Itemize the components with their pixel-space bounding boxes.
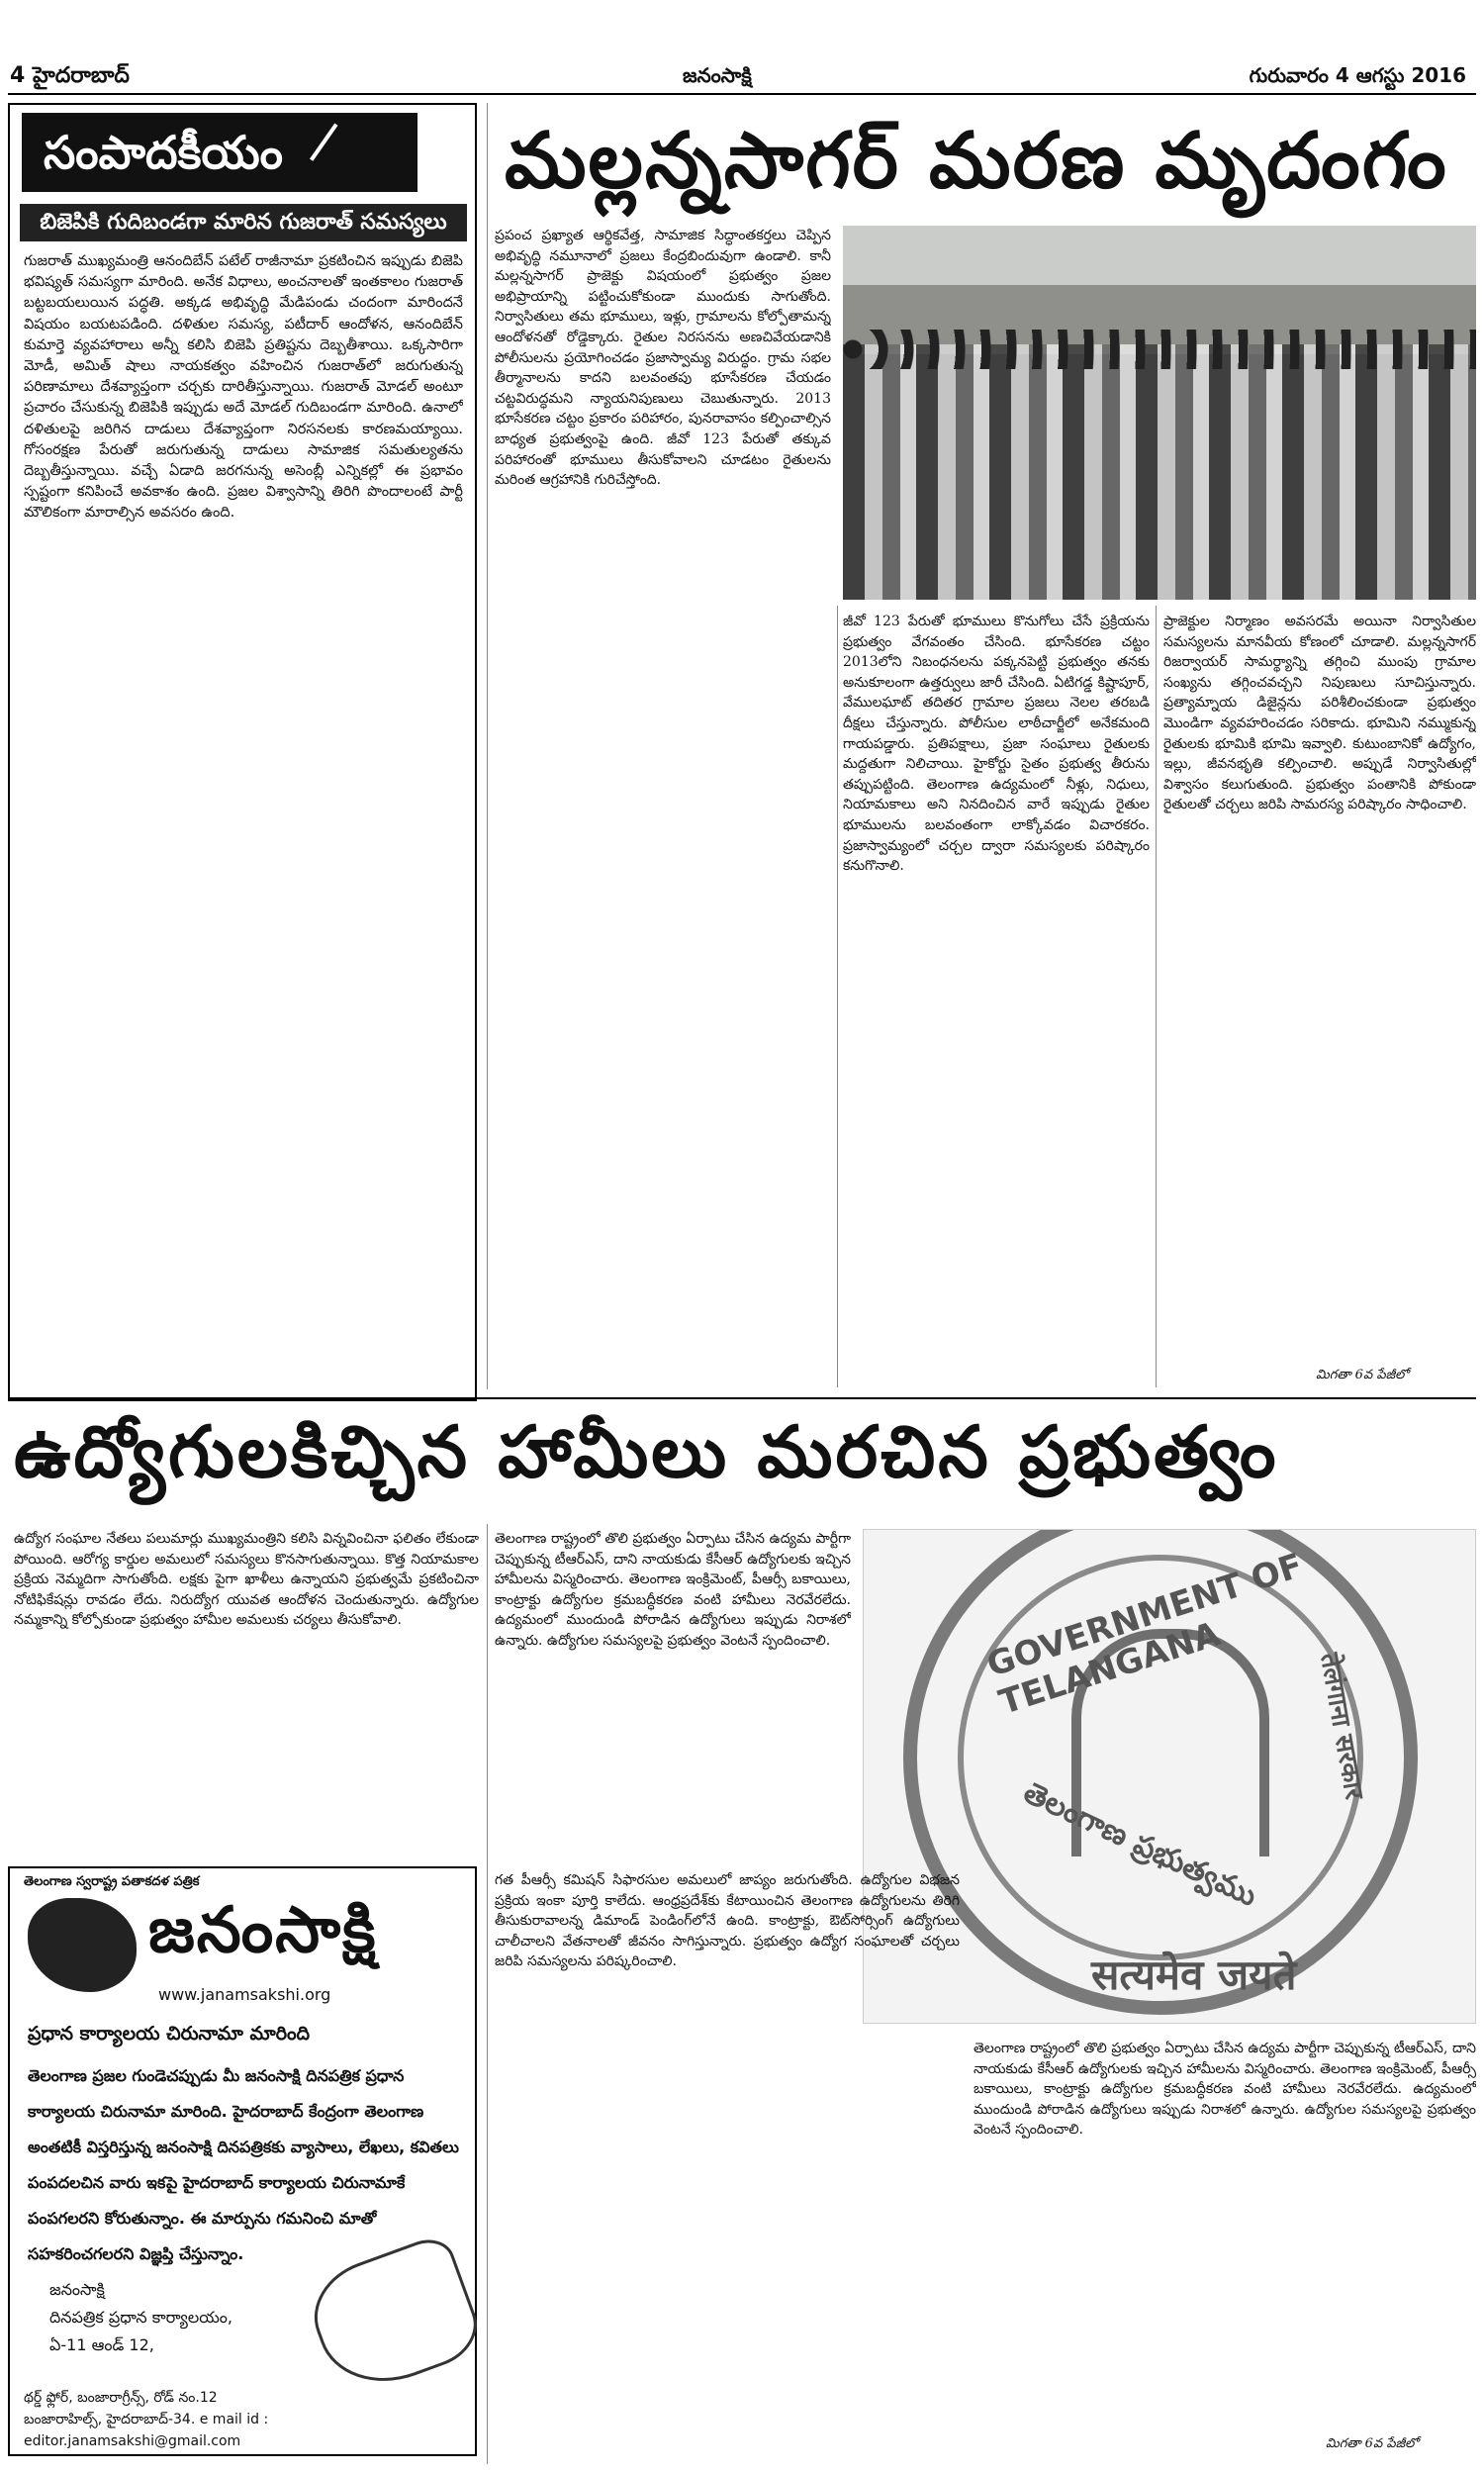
- ad-addr-line-3: బంజారాహిల్స్, హైదరాబాద్-34. e mail id : editor.janamsakshi@gmail.com: [24, 2412, 269, 2449]
- second-column-3: తెలంగాణ రాష్ట్రంలో తొలి ప్రభుత్వం ఏర్పాటు చేసిన ఉద్యమ పార్టీగా చెప్పుకున్న టీఆర్ఎస్, దాని నాయకుడు కేసీఆర్ ఉద్యోగులకు ఇచ్చిన హామీలను విస్మరించారు. తెలంగాణ ఇంక్రిమెంట్, పీఆర్సీ బకాయిలు, కాంట్రాక్టు ఉద్యోగుల క్రమబద్ధీకరణ వంటి హామీలు నెరవేరలేదు. ఉద్యమంలో ముందుండి పోరాడిన ఉద్యోగులు ఇప్పుడు నిరాశలో ఉన్నారు. ఉద్యోగుల సమస్యలపై ప్రభుత్వం వెంటనే స్పందించాలి.: [974, 2041, 1476, 2139]
- lead-column-2: జీవో 123 పేరుతో భూములు కొనుగోలు చేసే ప్రక్రియను ప్రభుత్వం వేగవంతం చేసింది. భూసేకరణ చట్టం 2013లోని నిబంధనలను పక్కనపెట్టి ప్రభుత్వం తనకు అనుకూలంగా ఉత్తర్వులు జారీ చేసింది. ఏటిగడ్డ కిష్టాపూర్, వేములఘాట్ తదితర గ్రామాల ప్రజలు నెలల తరబడి దీక్షలు చేస్తున్నారు. పోలీసుల లాఠీచార్జీలో అనేకమంది గాయపడ్డారు. ప్రతిపక్షాలు, ప్రజా సంఘాలు రైతులకు మద్దతుగా నిలిచాయి. హైకోర్టు సైతం ప్రభుత్వ తీరును తప్పుపట్టింది. తెలంగాణ ఉద్యమంలో నీళ్లు, నిధులు, నియామకాలు అని నినదించిన వారే ఇప్పుడు రైతుల భూములను బలవంతంగా లాక్కోవడం విచారకరం. ప్రజాస్వామ్యంలో చర్చల ద్వారా సమస్యలకు పరిష్కారం కనుగొనాలి.: [843, 614, 1150, 875]
- lead-column-3: ప్రాజెక్టుల నిర్మాణం అవసరమే అయినా నిర్వాసితుల సమస్యలను మానవీయ కోణంలో చూడాలి. మల్లన్నసాగర్ రిజర్వాయర్ సామర్థ్యాన్ని తగ్గించి ముంపు గ్రామాల సంఖ్యను తగ్గించవచ్చని నిపుణులు సూచిస్తున్నారు. ప్రత్యామ్నాయ డిజైన్లను పరిశీలించకుండా ప్రభుత్వం మొండిగా వ్యవహరించడం సరికాదు. భూమిని నమ్ముకున్న రైతులకు భూమికి భూమి ఇవ్వాలి. కుటుంబానికో ఉద్యోగం, ఇల్లు, జీవనభృతి కల్పించాలి. అప్పుడే నిర్వాసితుల్లో విశ్వాసం కలుగుతుంది. ప్రభుత్వం పంతానికి పోకుండా రైతులతో చర్చలు జరిపి సామరస్య పరిష్కారం సాధించాలి.: [1163, 614, 1476, 813]
- seal-ring-text: GOVERNMENT OF TELANGANA: [981, 1546, 1308, 1723]
- ad-tagline: తెలంగాణ స్వరాష్ట్ర పతాకదళ పత్రిక: [24, 1874, 200, 1889]
- editorial-box: [8, 103, 477, 1401]
- column-rule: [837, 606, 838, 1387]
- editorial-label: సంపాదకీయం: [44, 126, 284, 179]
- telangana-map-icon: [28, 1898, 137, 1992]
- ad-addr-line-1: ఏ-11 ఆండ్ 12,: [49, 2335, 154, 2354]
- editorial-section-title: [22, 113, 417, 192]
- seal-hindi-text: तेलंगाना सरकार: [1314, 1651, 1369, 1802]
- page-number: 4 హైదరాబాద్: [10, 63, 130, 88]
- pen-icon: [310, 124, 367, 182]
- ad-url[interactable]: www.janamsakshi.org: [158, 1985, 331, 2004]
- janamsakshi-notice-ad: [8, 1866, 477, 2456]
- ad-notice-body: తెలంగాణ ప్రజల గుండెచప్పుడు మీ జనంసాక్షి దినపత్రిక ప్రధాన కార్యాలయ చిరునామా మారింది. హైదరాబాద్ కేంద్రంగా తెలంగాణ అంతటికీ విస్తరిస్తున్న జనంసాక్షి దినపత్రికకు వ్యాసాలు, లేఖలు, కవితలు పంపదలచిన వారు ఇకపై హైదరాబాద్ కార్యాలయ చిరునామాకే పంపగలరని కోరుతున్నాం. ఈ మార్పును గమనించి మాతో సహకరించగలరని విజ్ఞప్తి చేస్తున్నాం.: [28, 2066, 459, 2263]
- photo-sky: [843, 226, 1476, 285]
- lead-continued: మిగతా 6వ పేజీలో: [1316, 1368, 1409, 1382]
- lead-headline: మల్లన్నసాగర్ మరణ మృదంగం: [505, 117, 1448, 206]
- second-column-0: ఉద్యోగ సంఘాల నేతలు పలుమార్లు ముఖ్యమంత్రిని కలిసి విన్నవించినా ఫలితం లేకుండా పోయింది. ఆరోగ్య కార్డుల అమలులో సమస్యలు కొనసాగుతున్నాయి. కొత్త నియామకాల ప్రక్రియ నెమ్మదిగా సాగుతోంది. లక్షకు పైగా ఖాళీలు ఉన్నాయని ప్రభుత్వమే ప్రకటించినా నోటిఫికేషన్లు రావడం లేదు. నిరుద్యోగ యువత ఆందోళన చెందుతున్నారు. ఉద్యోగుల నమ్మకాన్ని కోల్పోకుండా ప్రభుత్వం హామీల అమలుకు చర్యలు తీసుకోవాలి.: [14, 1531, 479, 1629]
- section-divider: [8, 1397, 1476, 1399]
- lead-column-1: ప్రపంచ ప్రఖ్యాత ఆర్థికవేత్త, సామాజిక సిద్ధాంతకర్తలు చెప్పిన అభివృద్ధి నమూనాలో ప్రజలు కేంద్రబిందువుగా ఉండాలి. కానీ మల్లన్నసాగర్ ప్రాజెక్టు విషయంలో ప్రభుత్వం ప్రజల అభిప్రాయాన్ని పట్టించుకోకుండా ముందుకు సాగుతోంది. నిర్వాసితులు తమ భూములు, ఇళ్లు, గ్రామాలను కోల్పోతామన్న ఆందోళనతో రోడ్డెక్కారు. రైతుల నిరసనను అణచివేయడానికి పోలీసులను ప్రయోగించడం ప్రజాస్వామ్య విరుద్ధం. గ్రామ సభల తీర్మానాలను కాదని బలవంతపు భూసేకరణ చేయడం చట్టవిరుద్ధమని న్యాయనిపుణులు చెబుతున్నారు. 2013 భూసేకరణ చట్టం ప్రకారం పరిహారం, పునరావాసం కల్పించాల్సిన బాధ్యత ప్రభుత్వంపై ఉంది. జీవో 123 పేరుతో తక్కువ పరిహారంతో భూములు తీసుకోవాలని చూడటం రైతులను మరింత ఆగ్రహానికి గురిచేస్తోంది.: [495, 228, 831, 489]
- ad-addr-line-2: థర్డ్ ఫ్లోర్, బంజారాగ్రీన్స్, రోడ్ నం.12: [24, 2390, 218, 2406]
- column-rule: [1156, 606, 1157, 1387]
- second-column-1: తెలంగాణ రాష్ట్రంలో తొలి ప్రభుత్వం ఏర్పాటు చేసిన ఉద్యమ పార్టీగా చెప్పుకున్న టీఆర్ఎస్, దాని నాయకుడు కేసీఆర్ ఉద్యోగులకు ఇచ్చిన హామీలను విస్మరించారు. తెలంగాణ ఇంక్రిమెంట్, పీఆర్సీ బకాయిలు, కాంట్రాక్టు ఉద్యోగుల క్రమబద్ధీకరణ వంటి హామీలు నెరవేరలేదు. ఉద్యమంలో ముందుండి పోరాడిన ఉద్యోగులు ఇప్పుడు నిరాశలో ఉన్నారు. ఉద్యోగుల సమస్యలపై ప్రభుత్వం వెంటనే స్పందించాలి.: [495, 1531, 851, 1649]
- issue-date: గురువారం 4 ఆగస్టు 2016: [1249, 63, 1466, 87]
- column-rule: [487, 103, 488, 1389]
- ad-logo: జనంసాక్షి: [148, 1894, 378, 1967]
- ad-address-footer: [24, 2387, 475, 2452]
- photo-crowd: [843, 344, 1476, 600]
- header-divider: [8, 93, 1476, 95]
- second-column-2: గత పీఆర్సీ కమిషన్ సిఫారసుల అమలులో జాప్యం జరుగుతోంది. ఉద్యోగుల విభజన ప్రక్రియ ఇంకా పూర్తి కాలేదు. ఆంధ్రప్రదేశ్‌కు కేటాయించిన తెలంగాణ ఉద్యోగులను తిరిగి తీసుకురావాలన్న డిమాండ్ పెండింగ్‌లోనే ఉంది. కాంట్రాక్టు, ఔట్‌సోర్సింగ్ ఉద్యోగులు చాలీచాలని వేతనాలతో జీవనం సాగిస్తున్నారు. ప్రభుత్వం ఉద్యోగ సంఘాలతో చర్చలు జరిపి సమస్యలను పరిష్కరించాలి.: [495, 1872, 960, 1970]
- ad-address-block: [49, 2276, 232, 2359]
- ad-office: దినపత్రిక ప్రధాన కార్యాలయం,: [49, 2308, 233, 2327]
- masthead-brand: జనంసాక్షి: [683, 63, 752, 87]
- seal-motto: सत्यमेव जयते: [1091, 1951, 1297, 1999]
- column-rule: [487, 1524, 488, 2464]
- photo-heads: [843, 330, 1476, 369]
- ad-sign: జనంసాక్షి: [49, 2280, 105, 2299]
- second-continued: మిగతా 6వ పేజీలో: [1326, 2436, 1419, 2451]
- editorial-body: గుజరాత్ ముఖ్యమంత్రి ఆనందిబేన్ పటేల్ రాజీనామా ప్రకటించిన ఇప్పుడు బిజెపి భవిష్యత్ సమస్యగా మారింది. అనేక విధాలు, అంచనాలతో ఇంతకాలం గుజరాత్ బట్టబయలుయిన పద్ధతి. అక్కడ అభివృద్ధి మేడిపండు చందంగా మారిందనే విషయం బయటపడింది. దళితుల సమస్య, పటీదార్ ఆందోళన, ఆనందిబేన్ కుమార్తె వ్యవహారాలు అన్నీ కలిసి బిజెపి ప్రతిష్టను దెబ్బతీశాయి. ఒక్కసారిగా మోడీ, అమిత్ షాలు నాయకత్వం వహించిన గుజరాత్‌లో జరుగుతున్న పరిణామాలు దేశవ్యాప్తంగా చర్చకు దారితీస్తున్నాయి. గుజరాత్ మోడల్ అంటూ ప్రచారం చేసుకున్న బిజెపికి ఇప్పుడు అదే మోడల్ గుదిబండగా మారింది. ఉనాలో దళితులపై జరిగిన దాడులు దేశవ్యాప్తంగా నిరసనలకు కారణమయ్యాయి. గోసంరక్షణ పేరుతో జరుగుతున్న దాడులు సామాజిక సమతుల్యతను దెబ్బతీస్తున్నాయి. వచ్చే ఏడాది జరగనున్న అసెంబ్లీ ఎన్నికల్లో ఈ ప్రభావం స్పష్టంగా కనిపించే అవకాశం ఉంది. ప్రజల విశ్వాసాన్ని తిరిగి పొందాలంటే పార్టీ మౌలికంగా మారాల్సిన అవసరం ఉంది.: [24, 253, 463, 522]
- protest-photo: [843, 226, 1476, 600]
- seal-telugu-text: తెలంగాణ ప్రభుత్వము: [1018, 1774, 1262, 1914]
- ad-notice-title: ప్రధాన కార్యాలయ చిరునామా మారింది: [28, 2023, 311, 2045]
- page-header: [0, 0, 1484, 89]
- editorial-subhead: బిజెపికి గుదిబండగా మారిన గుజరాత్ సమస్యలు: [20, 204, 467, 241]
- second-headline: ఉద్యోగులకిచ్చిన హామీలు మరచిన ప్రభుత్వం: [14, 1410, 1279, 1493]
